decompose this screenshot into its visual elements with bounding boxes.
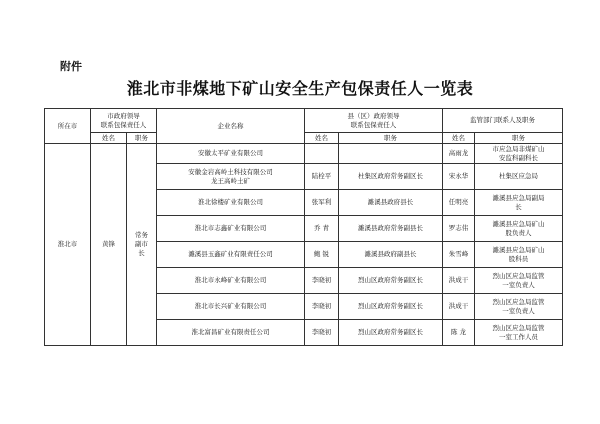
county-leader-position: 濉溪县政府副县长 bbox=[339, 242, 443, 268]
regulator-position-line: 烈山区应急局监管 bbox=[492, 297, 545, 306]
header-position: 职务 bbox=[339, 133, 443, 144]
company-name-line: 濉溪县玉鑫矿业有限责任公司 bbox=[188, 250, 273, 259]
header-county-leader-line1: 县（区）政府领导 bbox=[347, 111, 400, 120]
header-name: 姓名 bbox=[443, 133, 475, 144]
county-leader-name: 鲍 锐 bbox=[305, 242, 339, 268]
regulator-position bbox=[475, 268, 563, 294]
responsibility-table bbox=[44, 108, 563, 346]
company-name bbox=[157, 242, 305, 268]
county-leader-name: 李晓初 bbox=[305, 268, 339, 294]
company-name bbox=[157, 216, 305, 242]
county-leader-name bbox=[305, 144, 339, 164]
county-leader-name: 李晓初 bbox=[305, 320, 339, 346]
company-name-line: 淮北市永峰矿业有限公司 bbox=[194, 276, 267, 285]
regulator-name: 任明亮 bbox=[443, 190, 475, 216]
county-leader-name: 李晓初 bbox=[305, 294, 339, 320]
regulator-position-line: 一室负责人 bbox=[502, 306, 535, 315]
company-name-line: 安徽太平矿业有限公司 bbox=[198, 149, 263, 158]
regulator-position bbox=[475, 190, 563, 216]
header-row-1 bbox=[45, 109, 563, 133]
regulator-name: 朱雪峰 bbox=[443, 242, 475, 268]
company-name bbox=[157, 294, 305, 320]
header-county-leader-line2: 联系包保责任人 bbox=[350, 120, 397, 129]
header-city-leader-line1: 市政府领导 bbox=[107, 111, 140, 120]
regulator-position-line: 市应急局非煤矿山 bbox=[492, 144, 545, 153]
county-leader-position: 杜集区政府常务副区长 bbox=[339, 164, 443, 190]
header-city-leader-line2: 联系包保责任人 bbox=[100, 120, 147, 129]
regulator-position bbox=[475, 216, 563, 242]
header-city-leader bbox=[91, 109, 157, 133]
header-name: 姓名 bbox=[91, 133, 127, 144]
regulator-position bbox=[475, 320, 563, 346]
company-name-line: 淮北富昌矿业有限责任公司 bbox=[191, 328, 270, 337]
company-name-line: 淮北市志鑫矿业有限公司 bbox=[194, 224, 267, 233]
annex-label: 附件 bbox=[60, 60, 82, 73]
header-county-leader bbox=[305, 109, 443, 133]
county-leader-name: 乔 青 bbox=[305, 216, 339, 242]
regulator-position bbox=[475, 294, 563, 320]
regulator-name: 宋永华 bbox=[443, 164, 475, 190]
company-name bbox=[157, 190, 305, 216]
regulator-position bbox=[475, 242, 563, 268]
regulator-position-line: 股负责人 bbox=[505, 228, 532, 237]
regulator-name: 洪成干 bbox=[443, 294, 475, 320]
regulator-name: 高雨龙 bbox=[443, 144, 475, 164]
regulator-position-line: 烈山区应急局监管 bbox=[492, 323, 545, 332]
regulator-position-line: 烈山区应急局监管 bbox=[492, 271, 545, 280]
company-name-line: 龙王高岭土矿 bbox=[211, 176, 250, 185]
regulator-position-line: 杜集区应急局 bbox=[499, 172, 538, 181]
city-leader-position: 常务副市长 bbox=[127, 144, 157, 346]
regulator-position-line: 安监科副科长 bbox=[499, 153, 538, 162]
document-title: 淮北市非煤地下矿山安全生产包保责任人一览表 bbox=[126, 79, 474, 98]
county-leader-position: 烈山区政府常务副区长 bbox=[339, 320, 443, 346]
header-position: 职务 bbox=[127, 133, 157, 144]
county-leader-position: 濉溪县政府县长 bbox=[339, 190, 443, 216]
company-name bbox=[157, 268, 305, 294]
regulator-name: 陈 龙 bbox=[443, 320, 475, 346]
regulator-position bbox=[475, 164, 563, 190]
county-leader-position bbox=[339, 144, 443, 164]
county-leader-position: 濉溪县政府常务副县长 bbox=[339, 216, 443, 242]
header-company: 企业名称 bbox=[157, 109, 305, 144]
regulator-position-line: 濉溪县应急局矿山 bbox=[492, 245, 545, 254]
county-leader-name: 陆栓平 bbox=[305, 164, 339, 190]
company-name-line: 安徽金岩高岭土科技有限公司 bbox=[188, 167, 273, 176]
regulator-name: 洪成干 bbox=[443, 268, 475, 294]
city-cell: 淮北市 bbox=[45, 144, 91, 346]
company-name bbox=[157, 320, 305, 346]
regulator-name: 罗志伟 bbox=[443, 216, 475, 242]
regulator-position-line: 濉溪县应急局副局 bbox=[492, 193, 545, 202]
regulator-position bbox=[475, 144, 563, 164]
header-name: 姓名 bbox=[305, 133, 339, 144]
company-name bbox=[157, 164, 305, 190]
table-row bbox=[45, 144, 563, 164]
company-name bbox=[157, 144, 305, 164]
header-city: 所在市 bbox=[45, 109, 91, 144]
header-regulator: 监管部门联系人及职务 bbox=[443, 109, 563, 133]
regulator-position-line: 濉溪县应急局矿山 bbox=[492, 219, 545, 228]
table-body bbox=[45, 144, 563, 346]
county-leader-position: 烈山区政府常务副区长 bbox=[339, 268, 443, 294]
regulator-position-line: 一室负责人 bbox=[502, 280, 535, 289]
company-name-line: 淮北市长兴矿业有限公司 bbox=[194, 302, 267, 311]
regulator-position-line: 一室工作人员 bbox=[499, 332, 538, 341]
regulator-position-line: 股科员 bbox=[508, 254, 529, 263]
company-name-line: 淮北徐楼矿业有限公司 bbox=[198, 198, 263, 207]
header-position: 职务 bbox=[475, 133, 563, 144]
county-leader-name: 张军利 bbox=[305, 190, 339, 216]
county-leader-position: 烈山区政府常务副区长 bbox=[339, 294, 443, 320]
regulator-position-line: 长 bbox=[515, 202, 522, 211]
city-leader-name: 黄锋 bbox=[91, 144, 127, 346]
